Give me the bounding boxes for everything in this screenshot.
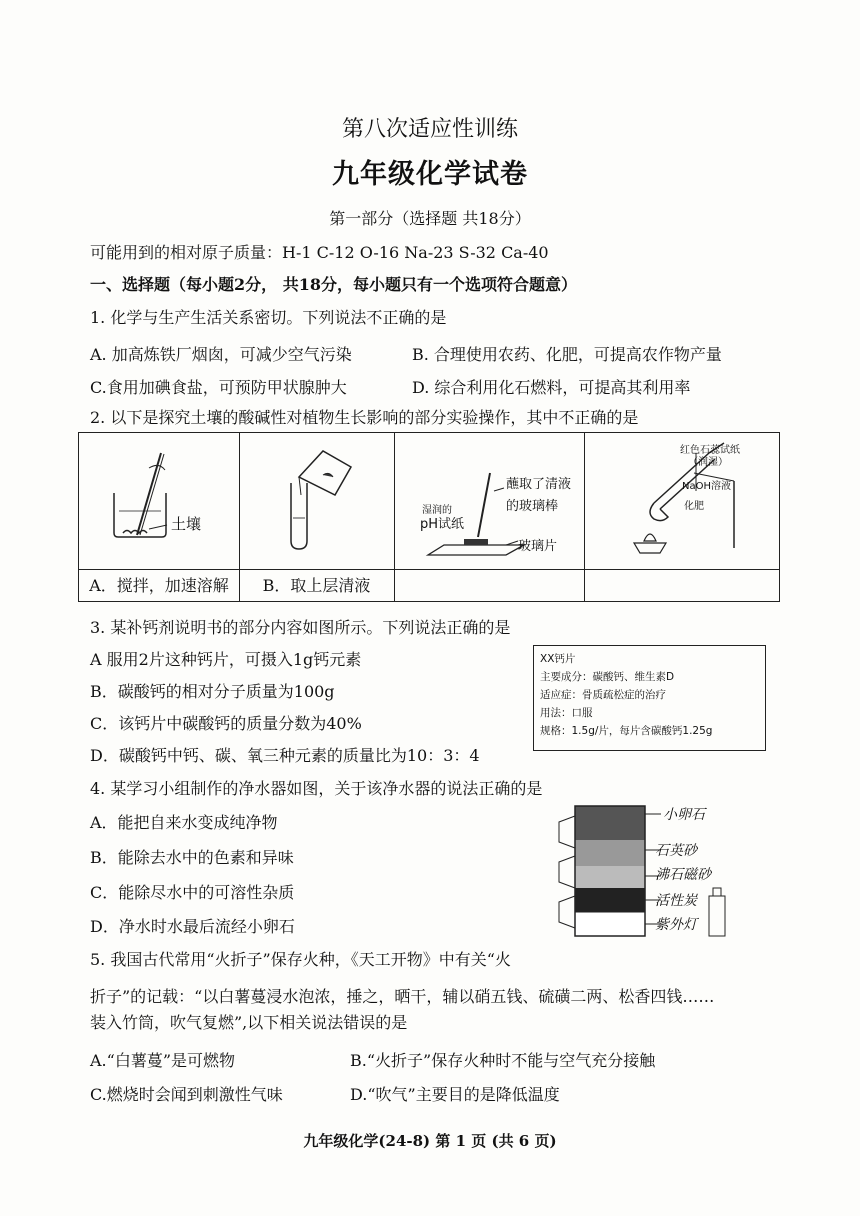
q2-caption-b: B．取上层清液: [262, 576, 371, 595]
q2-cell-d: [584, 433, 780, 601]
q4-option-b: B．能除去水中的色素和异味: [90, 848, 294, 867]
q4-option-d: D．净水时水最后流经小卵石: [90, 917, 295, 936]
pouring-liquid-icon: [239, 433, 394, 569]
q3-option-c: C．该钙片中碳酸钙的质量分数为40%: [90, 714, 362, 733]
q5-stem-2: 折子”的记载：“以白薯蔓浸水泡浓，捶之，晒干，辅以硝五钱、硫磺二两、松香四钱……: [90, 987, 715, 1006]
page-footer: 九年级化学(24-8) 第 1 页 (共 6 页): [303, 1132, 557, 1150]
label-line-5: 规格：1.5g/片，每片含碳酸钙1.25g: [540, 725, 713, 737]
q2-caption-a: A．搅拌，加速溶解: [89, 576, 229, 595]
label-line-4: 用法：口服: [540, 707, 593, 719]
q1-option-a: A. 加高炼铁厂烟囱，可减少空气污染: [90, 345, 352, 364]
glass-plate-label: 玻璃片: [518, 539, 558, 554]
label-line-1: XX钙片: [540, 653, 576, 665]
ph-paper-label-2: pH试纸: [420, 517, 465, 532]
q2-cell-c: [394, 433, 585, 601]
q5-option-d: D.“吹气”主要目的是降低温度: [350, 1085, 560, 1104]
q2-stem: 2. 以下是探究土壤的酸碱性对植物生长影响的部分实验操作，其中不正确的是: [90, 408, 639, 427]
q1-option-d: D. 综合利用化石燃料，可提高其利用率: [412, 378, 691, 397]
quartz-sand-label: 石英砂: [655, 843, 697, 859]
fertilizer-label: 化肥: [684, 501, 704, 512]
q4-option-a: A．能把自来水变成纯净物: [90, 813, 278, 832]
q5-option-b: B.“火折子”保存火种时不能与空气充分接触: [350, 1051, 656, 1070]
q5-option-a: A.“白薯蔓”是可燃物: [90, 1051, 236, 1070]
zeolite-label: 沸石磁砂: [655, 867, 711, 883]
q1-stem: 1. 化学与生产生活关系密切。下列说法不正确的是: [90, 308, 447, 327]
q2-cell-a: [79, 433, 240, 601]
moist-label: （润湿）: [688, 457, 728, 468]
stirring-beaker-icon: [79, 433, 239, 569]
q2-cell-b: [239, 433, 395, 601]
stick-label-1: 蘸取了清液: [506, 477, 572, 492]
q3-stem: 3. 某补钙剂说明书的部分内容如图所示。下列说法正确的是: [90, 618, 511, 637]
table-divider: [79, 569, 779, 570]
q4-option-c: C．能除尽水中的可溶性杂质: [90, 883, 295, 902]
exam-subtitle: 第八次适应性训练: [341, 117, 518, 142]
label-line-3: 适应症：骨质疏松症的治疗: [540, 689, 666, 701]
water-filter-figure: [545, 800, 745, 954]
soil-label: 土壤: [171, 515, 202, 533]
q2-figure-table: [78, 432, 780, 602]
carbon-label: 活性炭: [655, 893, 697, 909]
q3-option-a: A 服用2片这种钙片，可摄入1g钙元素: [90, 650, 362, 669]
q5-stem-1: 5. 我国古代常用“火折子”保存火种，《天工开物》中有关“火: [90, 950, 511, 969]
exam-title: 九年级化学试卷: [332, 159, 528, 190]
ph-paper-label-1: 湿润的: [422, 505, 452, 516]
q1-option-c: C.食用加碘食盐，可预防甲状腺肿大: [90, 378, 347, 397]
litmus-label: 红色石蕊试纸: [680, 445, 740, 456]
pebble-label: 小卵石: [663, 807, 705, 823]
section-title: 第一部分（选择题 共18分）: [329, 209, 531, 228]
naoh-label: NaOH溶液: [682, 481, 731, 492]
atomic-masses: 可能用到的相对原子质量：H-1 C-12 O-16 Na-23 S-32 Ca-40: [90, 243, 549, 262]
uv-lamp-label: 紫外灯: [655, 917, 697, 933]
q3-option-b: B．碳酸钙的相对分子质量为100g: [90, 682, 335, 701]
stick-label-2: 的玻璃棒: [506, 499, 559, 514]
water-filter-icon: [545, 800, 745, 950]
q3-option-d: D．碳酸钙中钙、碳、氧三种元素的质量比为10：3：4: [90, 746, 480, 765]
q1-option-b: B. 合理使用农药、化肥，可提高农作物产量: [412, 345, 722, 364]
q5-option-c: C.燃烧时会闻到刺激性气味: [90, 1085, 283, 1104]
calcium-label-box: [533, 645, 766, 751]
label-line-2: 主要成分：碳酸钙、维生素D: [540, 671, 675, 683]
q4-stem: 4. 某学习小组制作的净水器如图，关于该净水器的说法正确的是: [90, 779, 543, 798]
q5-stem-3: 装入竹筒，吹气复燃”,以下相关说法错误的是: [90, 1013, 408, 1032]
part-heading: 一、选择题（每小题2分， 共18分，每小题只有一个选项符合题意）: [90, 275, 577, 294]
